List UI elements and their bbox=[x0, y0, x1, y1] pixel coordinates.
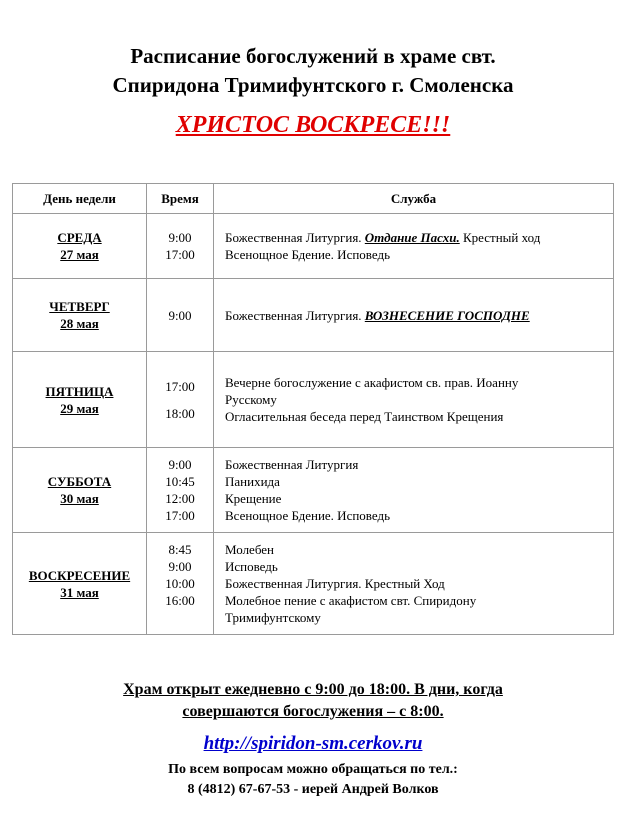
day-name: СУББОТА bbox=[47, 474, 112, 489]
schedule-table bbox=[12, 183, 614, 635]
service-text: Крестный ход bbox=[459, 230, 541, 245]
day-date: 31 мая bbox=[60, 584, 99, 600]
opening-hours-line-2: совершаются богослужения – с 8:00. bbox=[182, 703, 444, 720]
service-line: Русскому bbox=[225, 392, 277, 407]
service-cell bbox=[214, 279, 614, 352]
service-line: Огласительная беседа перед Таинством Крещения bbox=[225, 409, 504, 424]
time-value: 17:00 bbox=[165, 508, 195, 523]
header-day: День недели bbox=[13, 184, 147, 214]
service-cell bbox=[214, 214, 614, 279]
time-cell bbox=[147, 214, 214, 279]
service-line bbox=[225, 229, 613, 246]
table-row bbox=[13, 214, 614, 279]
service-line: Божественная Литургия bbox=[225, 457, 359, 472]
time-value: 9:00 bbox=[168, 230, 192, 245]
time-spacer bbox=[147, 609, 213, 626]
table-row bbox=[13, 279, 614, 352]
service-line: Молебен bbox=[225, 542, 274, 557]
day-date: 27 мая bbox=[60, 247, 99, 262]
day-cell bbox=[13, 533, 147, 635]
time-value: 18:00 bbox=[165, 405, 195, 421]
service-emphasis: Отдание Пасхи. bbox=[364, 230, 460, 245]
service-line: Всенощное Бдение. Исповедь bbox=[225, 247, 391, 262]
title-line-2: Спиридона Тримифунтского г. Смоленска bbox=[112, 73, 514, 97]
day-name: ЧЕТВЕРГ bbox=[49, 299, 110, 314]
time-value: 17:00 bbox=[165, 247, 195, 262]
easter-greeting: ХРИСТОС ВОСКРЕСЕ!!! bbox=[175, 112, 451, 138]
table-row bbox=[13, 448, 614, 533]
time-value: 9:00 bbox=[168, 457, 192, 472]
time-cell bbox=[147, 533, 214, 635]
contact-line-1: По всем вопросам можно обращаться по тел.: bbox=[168, 762, 458, 777]
day-name: СРЕДА bbox=[57, 230, 102, 245]
time-value: 16:00 bbox=[165, 593, 195, 608]
day-cell bbox=[13, 279, 147, 352]
day-name: ВОСКРЕСЕНИЕ bbox=[28, 567, 131, 583]
service-cell bbox=[214, 448, 614, 533]
time-value: 10:00 bbox=[165, 576, 195, 591]
service-line: Всенощное Бдение. Исповедь bbox=[225, 508, 391, 523]
day-cell bbox=[13, 214, 147, 279]
table-header-row bbox=[13, 184, 614, 214]
service-emphasis: ВОЗНЕСЕНИЕ ГОСПОДНЕ bbox=[364, 307, 530, 323]
service-line: Божественная Литургия. Крестный Ход bbox=[225, 576, 445, 591]
opening-hours-line-1 bbox=[0, 679, 626, 701]
service-text: Божественная Литургия. bbox=[225, 307, 365, 323]
time-value: 17:00 bbox=[165, 378, 195, 394]
day-date: 30 мая bbox=[60, 491, 99, 506]
header-service: Служба bbox=[214, 184, 614, 214]
day-date: 28 мая bbox=[60, 316, 99, 331]
service-line bbox=[225, 307, 613, 324]
time-value: 9:00 bbox=[168, 559, 192, 574]
opening-hours-text-1: Храм открыт ежедневно с 9:00 до 18:00. В дни, когда bbox=[123, 681, 503, 698]
time-cell bbox=[147, 279, 214, 352]
service-cell bbox=[214, 533, 614, 635]
service-line: Молебное пение с акафистом свт. Спиридону bbox=[225, 593, 477, 608]
time-value: 12:00 bbox=[165, 491, 195, 506]
contact-line-2: 8 (4812) 67-67-53 - иерей Андрей Волков bbox=[187, 782, 439, 797]
time-cell bbox=[147, 448, 214, 533]
title-line-1: Расписание богослужений в храме свт. bbox=[130, 44, 496, 68]
day-cell bbox=[13, 448, 147, 533]
service-line: Панихида bbox=[225, 474, 280, 489]
service-line: Вечерне богослужение с акафистом св. прав. Иоанну bbox=[225, 375, 519, 390]
service-line: Крещение bbox=[225, 491, 282, 506]
time-spacer bbox=[147, 395, 213, 405]
table-row bbox=[13, 533, 614, 635]
day-date: 29 мая bbox=[60, 400, 99, 416]
table-row bbox=[13, 352, 614, 448]
day-cell bbox=[13, 352, 147, 448]
service-text: Божественная Литургия. bbox=[225, 230, 365, 245]
website-link[interactable]: http://spiridon-sm.cerkov.ru bbox=[203, 733, 423, 754]
time-cell bbox=[147, 352, 214, 448]
time-value: 9:00 bbox=[168, 307, 192, 323]
time-value: 8:45 bbox=[168, 542, 192, 557]
day-name: ПЯТНИЦА bbox=[45, 383, 114, 399]
service-line: Тримифунтскому bbox=[225, 610, 321, 625]
header-time: Время bbox=[147, 184, 214, 214]
service-cell bbox=[214, 352, 614, 448]
time-value: 10:45 bbox=[165, 474, 195, 489]
service-line: Исповедь bbox=[225, 559, 278, 574]
